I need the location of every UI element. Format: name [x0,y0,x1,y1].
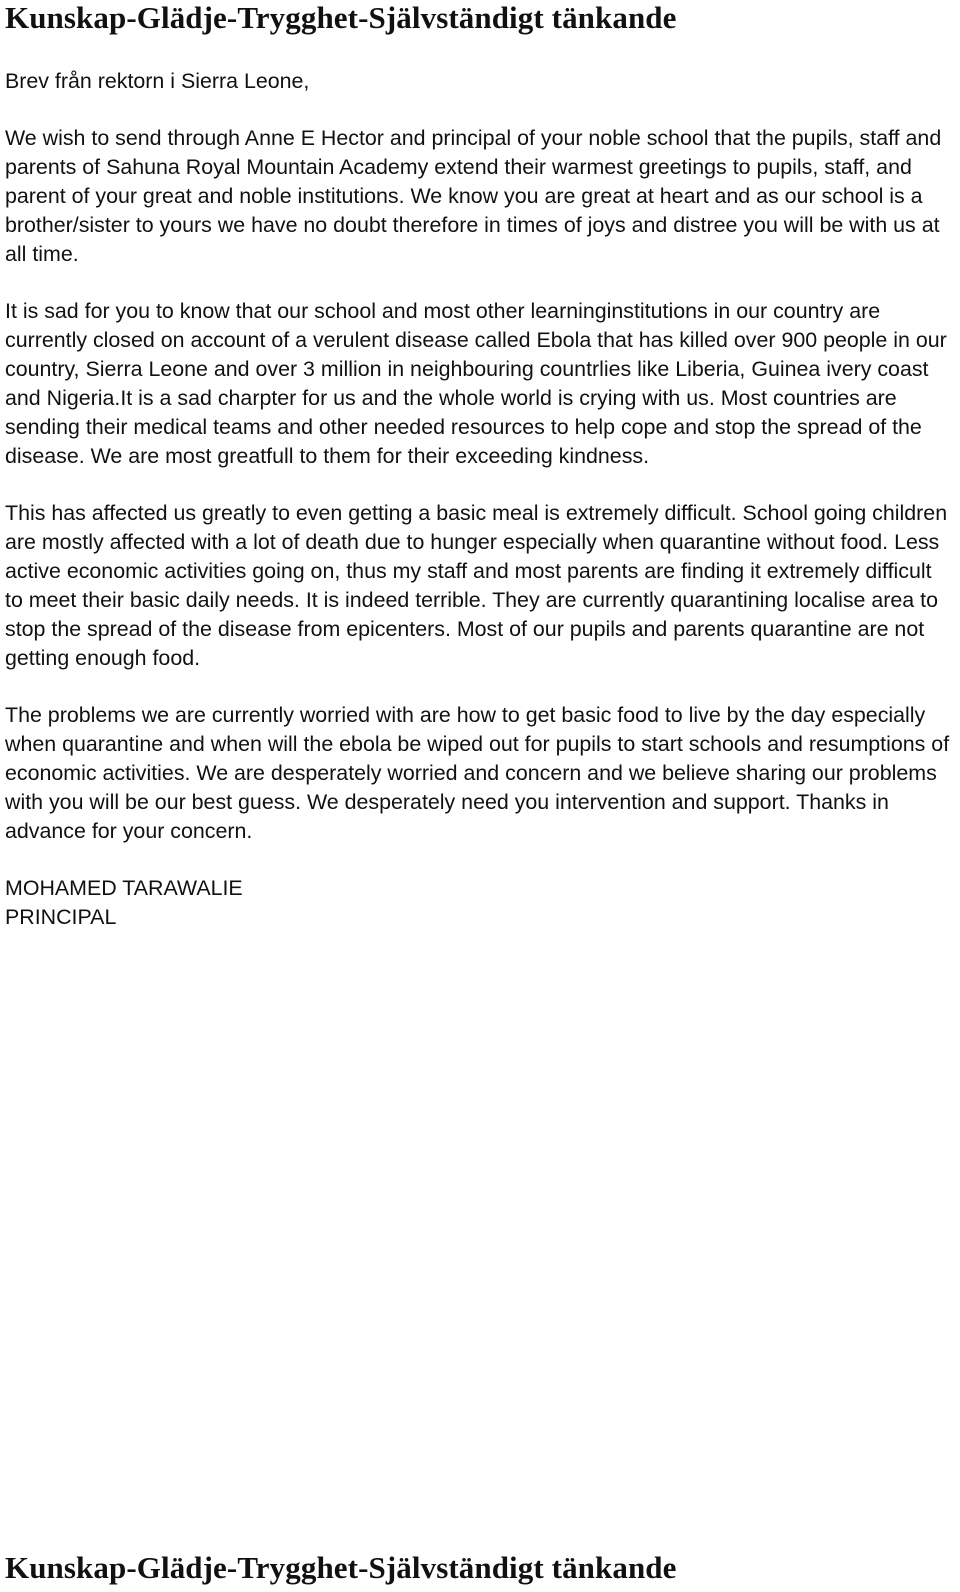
signature-block [5,874,955,932]
page-header-title: Kunskap-Glädje-Trygghet-Självständigt tänkande [5,0,677,35]
letter-paragraph: The problems we are currently worried with are how to get basic food to live by the day especially when quarantine and when will the ebola be wiped out for pupils to start schools and resumptions of economic activities. We are desperately worried and concern and we believe sharing our problems with you will be our best guess. We desperately need you intervention and support. Thanks in advance for your concern. [5,703,950,843]
letter-paragraph: We wish to send through Anne E Hector and principal of your noble school that the pupils, staff and parents of Sahuna Royal Mountain Academy extend their warmest greetings to pupils, staff, and parent of your great and noble institutions. We know you are great at heart and as our school is a brother/sister to yours we have no doubt therefore in times of joys and distree you will be with us at all time. [5,126,942,266]
letter-paragraph: This has affected us greatly to even getting a basic meal is extremely difficult. School going children are mostly affected with a lot of death due to hunger especially when quarantine without food. Less active economic activities going on, thus my staff and most parents are finding it extremely difficult to meet their basic daily needs. It is indeed terrible. They are currently quarantining localise area to stop the spread of the disease from epicenters. Most of our pupils and parents quarantine are not getting enough food. [5,501,948,670]
signature-name: MOHAMED TARAWALIE [5,876,243,900]
page-footer-title: Kunskap-Glädje-Trygghet-Självständigt tänkande [5,1550,677,1585]
letter-paragraph: It is sad for you to know that our school and most other learninginstitutions in our country are currently closed on account of a verulent disease called Ebola that has killed over 900 people in our country, Sierra Leone and over 3 million in neighbouring countrlies like Liberia, Guinea ivery coast and Nigeria.It is a sad charpter for us and the whole world is crying with us. Most countries are sending their medical teams and other needed resources to help cope and stop the spread of the disease. We are most greatfull to them for their exceeding kindness. [5,299,947,468]
letter-body [5,67,955,932]
letter-greeting: Brev från rektorn i Sierra Leone, [5,69,310,93]
signature-title: PRINCIPAL [5,905,117,929]
